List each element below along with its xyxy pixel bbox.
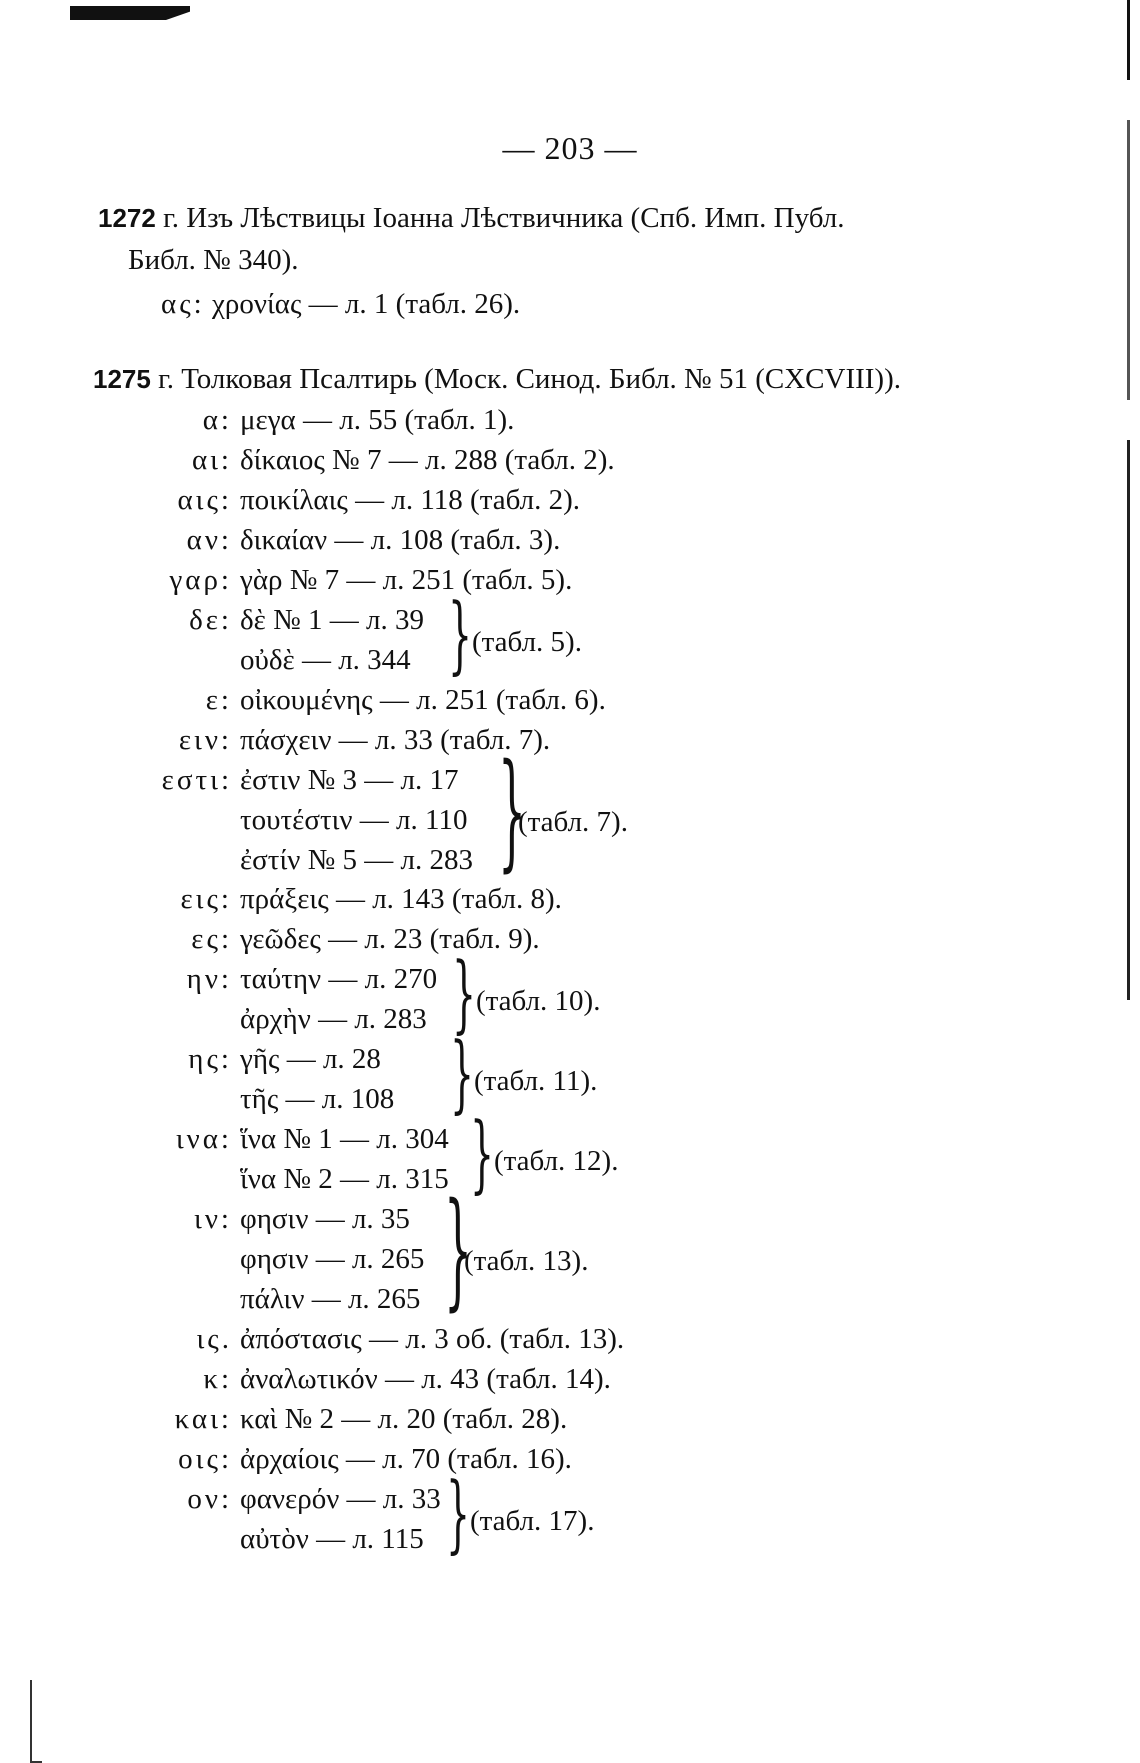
entry-text: δικαίαν — л. 108 (табл. 3). — [240, 524, 561, 556]
entry-text: οἰκουμένης — л. 251 (табл. 6). — [240, 684, 606, 716]
entry-key: δε: — [189, 604, 232, 636]
entry-text: πάσχειν — л. 33 (табл. 7). — [240, 724, 551, 756]
brace-note: (табл. 7). — [518, 806, 628, 838]
entry-key: ας: — [161, 288, 205, 320]
entry-key: ινα: — [175, 1123, 232, 1155]
entry-text: φανερόν — л. 33 — [240, 1483, 441, 1515]
entry-text: ἀναλωτικόν — л. 43 (табл. 14). — [240, 1363, 611, 1395]
entry-key: γαρ: — [169, 564, 232, 596]
entry-key: οις: — [178, 1443, 232, 1475]
brace-note: (табл. 13). — [464, 1245, 589, 1277]
entry-key: ιν: — [194, 1203, 232, 1235]
right-brace: } — [450, 1024, 475, 1123]
entry-text: τουτέστιν — л. 110 — [240, 804, 468, 836]
entry-key: κ: — [203, 1363, 232, 1395]
entry-key: αι: — [191, 444, 232, 476]
scan-corner-mark — [70, 6, 190, 20]
entry-text: μεγα — л. 55 (табл. 1). — [240, 404, 515, 436]
section-1272-heading — [98, 204, 844, 233]
entry-text: καὶ № 2 — л. 20 (табл. 28). — [240, 1403, 568, 1435]
entry-text: δίκαιος № 7 — л. 288 (табл. 2). — [240, 444, 615, 476]
entry-text: ἵνα № 1 — л. 304 — [240, 1123, 449, 1155]
right-brace: } — [498, 736, 527, 884]
section-1275-year: 1275 — [93, 364, 151, 394]
entry-text: ἀρχὴν — л. 283 — [240, 1003, 427, 1035]
entry-text: χρονίας — л. 1 (табл. 26). — [212, 288, 521, 320]
section-1275-heading-text: г. Толковая Псалтирь (Моск. Синод. Библ. № 51 (CXCVIII)). — [158, 363, 901, 395]
entry-text: φησιν — л. 35 — [240, 1203, 410, 1235]
entry-key: ε: — [205, 684, 232, 716]
page-number: — 203 — — [502, 130, 638, 166]
entry-key: ες: — [191, 923, 232, 955]
section-1272-heading-cont: Библ. № 340). — [128, 244, 299, 276]
entry-key: αν: — [186, 524, 232, 556]
right-brace: } — [452, 944, 477, 1043]
entry-key: ειν: — [178, 724, 232, 756]
brace-note: (табл. 12). — [494, 1145, 619, 1177]
entry-text: γὰρ № 7 — л. 251 (табл. 5). — [240, 564, 573, 596]
entry-text: πάλιν — л. 265 — [240, 1283, 421, 1315]
entry-text: αὐτὸν — л. 115 — [240, 1523, 424, 1555]
entry-text: γεῶδες — л. 23 (табл. 9). — [240, 923, 540, 955]
entry-key: ον: — [187, 1483, 232, 1515]
section-1272-entry — [161, 290, 520, 319]
entry-key: ις. — [196, 1323, 232, 1355]
entry-key: αις: — [177, 484, 232, 516]
right-brace: } — [444, 1175, 473, 1323]
entry-key: εις: — [180, 883, 232, 915]
right-brace: } — [470, 1104, 495, 1203]
brace-note: (табл. 11). — [474, 1065, 598, 1097]
section-1275-heading — [93, 365, 901, 394]
entry-text: ἀρχαίοις — л. 70 (табл. 16). — [240, 1443, 572, 1475]
right-brace: } — [448, 585, 473, 684]
section-1272-year: 1272 — [98, 203, 156, 233]
entry-text: φησιν — л. 265 — [240, 1243, 425, 1275]
entry-text: ἵνα № 2 — л. 315 — [240, 1163, 449, 1195]
entry-text: πράξεις — л. 143 (табл. 8). — [240, 883, 562, 915]
entry-key: και: — [174, 1403, 232, 1435]
entry-text: ἐστίν № 5 — л. 283 — [240, 844, 474, 876]
entry-key: εστι: — [161, 764, 232, 796]
entry-key: α: — [202, 404, 232, 436]
scan-edge-left — [30, 1680, 32, 1763]
brace-note: (табл. 5). — [472, 626, 582, 658]
brace-note: (табл. 17). — [470, 1505, 595, 1537]
entry-text: ἐστιν № 3 — л. 17 — [240, 764, 459, 796]
entry-text: δὲ № 1 — л. 39 — [240, 604, 424, 636]
entry-key: ης: — [188, 1043, 232, 1075]
right-brace: } — [446, 1464, 471, 1563]
entry-text: ἀπόστασις — л. 3 об. (табл. 13). — [240, 1323, 625, 1355]
entry-text: ταύτην — л. 270 — [240, 963, 438, 995]
entry-text: τῆς — л. 108 — [240, 1083, 395, 1115]
section-1272-heading-text: г. Изъ Лѣствицы Іоанна Лѣствичника (Спб. Имп. Публ. — [163, 202, 845, 234]
entry-text: γῆς — л. 28 — [240, 1043, 381, 1075]
brace-note: (табл. 10). — [476, 985, 601, 1017]
entry-text: οὐδὲ — л. 344 — [240, 644, 411, 676]
entry-key: ην: — [186, 963, 232, 995]
entry-text: ποικίλαις — л. 118 (табл. 2). — [240, 484, 581, 516]
